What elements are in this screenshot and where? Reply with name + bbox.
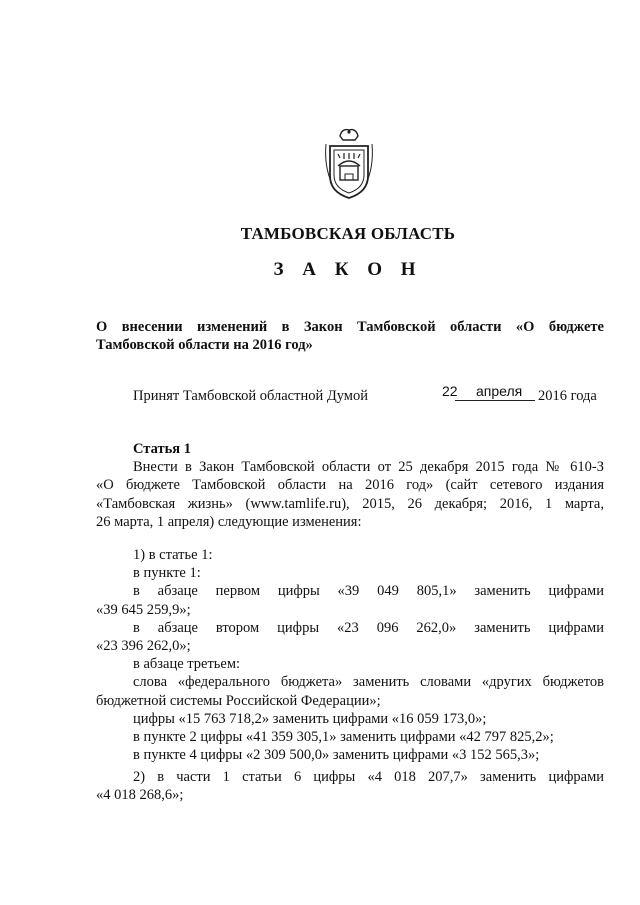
region-heading: ТАМБОВСКАЯ ОБЛАСТЬ	[240, 224, 456, 243]
list-item: 2) в части 1 статьи 6 цифры «4 018 207,7» заменить цифрами	[133, 769, 604, 785]
paragraph-line: «О бюджете Тамбовской области на 2016 год» (сайт сетевого издания	[96, 477, 604, 494]
law-subject	[96, 318, 604, 354]
list-item: 1) в статье 1:	[133, 547, 213, 563]
document-type-heading: З А К О Н	[273, 259, 423, 280]
list-item: «23 396 262,0»;	[96, 638, 191, 655]
adoption-text: Принят Тамбовской областной Думой	[133, 388, 368, 404]
list-item: в пункте 4 цифры «2 309 500,0» заменить цифрами «3 152 565,3»;	[133, 747, 540, 764]
coat-of-arms-icon	[322, 126, 376, 200]
article-title: Статья 1	[133, 441, 191, 457]
paragraph-line: Внести в Закон Тамбовской области от 25 декабря 2015 года № 610-З	[133, 459, 604, 476]
list-item: в абзаце первом цифры «39 049 805,1» заменить цифрами	[133, 583, 604, 600]
amendment-item-2	[96, 768, 604, 804]
adoption-year: 2016 года	[538, 388, 597, 404]
adoption-month: апреля	[476, 383, 523, 399]
adoption-day: 22	[442, 383, 458, 399]
list-item: в абзаце втором цифры «23 096 262,0» заменить цифрами	[133, 619, 604, 636]
list-item: в пункте 1:	[133, 565, 201, 582]
amendment-list	[96, 546, 604, 764]
article-1	[96, 440, 604, 531]
list-item: слова «федерального бюджета» заменить словами «других бюджетов	[133, 674, 604, 691]
law-subject-line: Тамбовской области на 2016 год»	[96, 337, 313, 353]
list-item: «4 018 268,6»;	[96, 787, 184, 804]
list-item: в абзаце третьем:	[133, 656, 241, 673]
law-subject-line: О внесении изменений в Закон Тамбовской области «О бюджете	[96, 319, 604, 335]
list-item: бюджетной системы Российской Федерации»;	[96, 692, 381, 709]
list-item: цифры «15 763 718,2» заменить цифрами «16 059 173,0»;	[133, 710, 487, 727]
list-item: «39 645 259,9»;	[96, 601, 191, 618]
adoption-date-underline	[455, 400, 535, 401]
list-item: в пункте 2 цифры «41 359 305,1» заменить цифрами «42 797 825,2»;	[133, 729, 554, 746]
paragraph-line: 26 марта, 1 апреля) следующие изменения:	[96, 513, 362, 530]
paragraph-line: «Тамбовская жизнь» (www.tamlife.ru), 2015, 26 декабря; 2016, 1 марта,	[96, 495, 604, 512]
